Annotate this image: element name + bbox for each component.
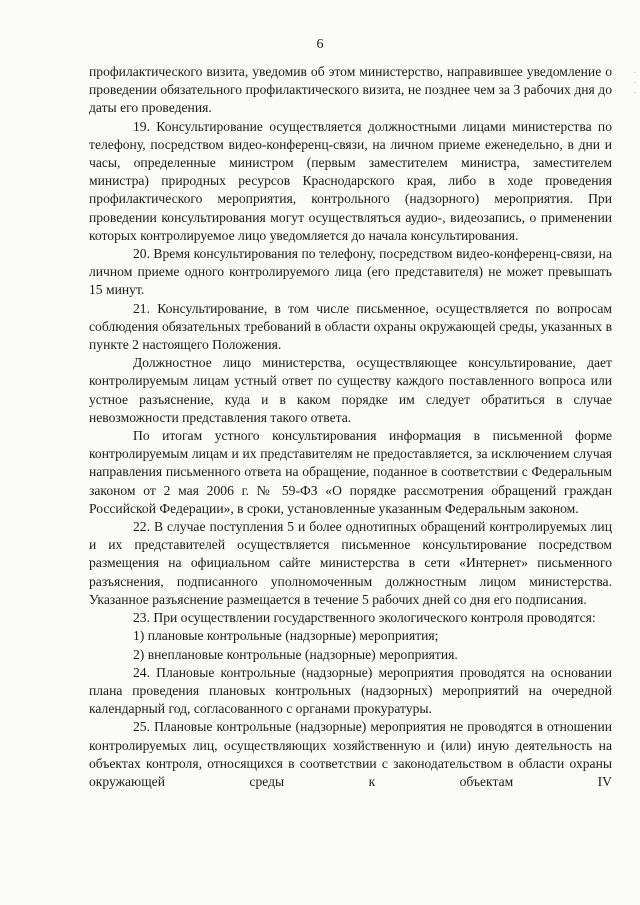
paragraph: 20. Время консультирования по телефону, посредством видео-конференц-связи, на личном приеме одного контролируемого лица (его представителя) не может превышать 15 минут. bbox=[89, 246, 612, 298]
paragraph: 25. Плановые контрольные (надзорные) мероприятия не проводятся в отношении контролируемых лиц, осуществляющих хозяйственную и (или) иную деятельность на объектах контроля, относящихся в соответствии с законодательством в области охраны окружающей среды к объектам IV bbox=[89, 719, 612, 789]
paragraph: Должностное лицо министерства, осуществляющее консультирование, дает контролируемым лицам устный ответ по существу каждого поставленного вопроса или устное разъяснение, куда и в каком порядке им следует обратиться в случае невозможности представления такого ответа. bbox=[89, 355, 612, 425]
paragraph: профилактического визита, уведомив об этом министерство, направившее уведомление о проведении обязательного профилактического визита, не позднее чем за 3 рабочих дня до даты его проведения. bbox=[89, 64, 612, 116]
paragraph: 23. При осуществлении государственного экологического контроля проводятся: bbox=[133, 610, 596, 626]
paragraph: 2) внеплановые контрольные (надзорные) мероприятия. bbox=[133, 646, 458, 662]
scan-margin-mark: · · · bbox=[633, 69, 637, 97]
page-number: 6 bbox=[316, 37, 324, 52]
paragraph: 22. В случае поступления 5 и более однотипных обращений контролируемых лиц и их представителей осуществляется письменное консультирование посредством размещения на официальном сайте министерства в сети «Интернет» письменного разъяснения, подписанного уполномоченным должностным лицом министерства. Указанное разъяснение размещается в течение 5 рабочих дней со дня его подписания. bbox=[89, 519, 612, 607]
paragraph: 21. Консультирование, в том числе письменное, осуществляется по вопросам соблюдения обязательных требований в области охраны окружающей среды, указанных в пункте 2 настоящего Положения. bbox=[89, 300, 612, 353]
paragraph: 1) плановые контрольные (надзорные) мероприятия; bbox=[133, 628, 439, 644]
paragraph: По итогам устного консультирования информация в письменной форме контролируемым лицам и их представителям не предоставляется, за исключением случая направления письменного ответа на обращение, поданное в соответствии с Федеральным законом от 2 мая 2006 г. № 59-ФЗ «О порядке рассмотрения обращений граждан Российской Федерации», в сроки, установленные указанным Федеральным законом. bbox=[89, 428, 612, 516]
paragraph: 24. Плановые контрольные (надзорные) мероприятия проводятся на основании плана проведения плановых контрольных (надзорных) мероприятий на очередной календарный год, согласованного с органами прокуратуры. bbox=[89, 664, 612, 717]
paragraph: 19. Консультирование осуществляется должностными лицами министерства по телефону, посредством видео-конференц-связи, на личном приеме еженедельно, в дни и часы, определенные министром (первым заместителем министра, заместителем министра) природных ресурсов Краснодарского края, либо в ходе проведения профилактического мероприятия, контрольного (надзорного) мероприятия. При проведении консультирования могут осуществляться аудио-, видеозапись, о применении которых контролируемое лицо уведомляется до начала консультирования. bbox=[89, 118, 612, 243]
document-body bbox=[89, 63, 612, 791]
